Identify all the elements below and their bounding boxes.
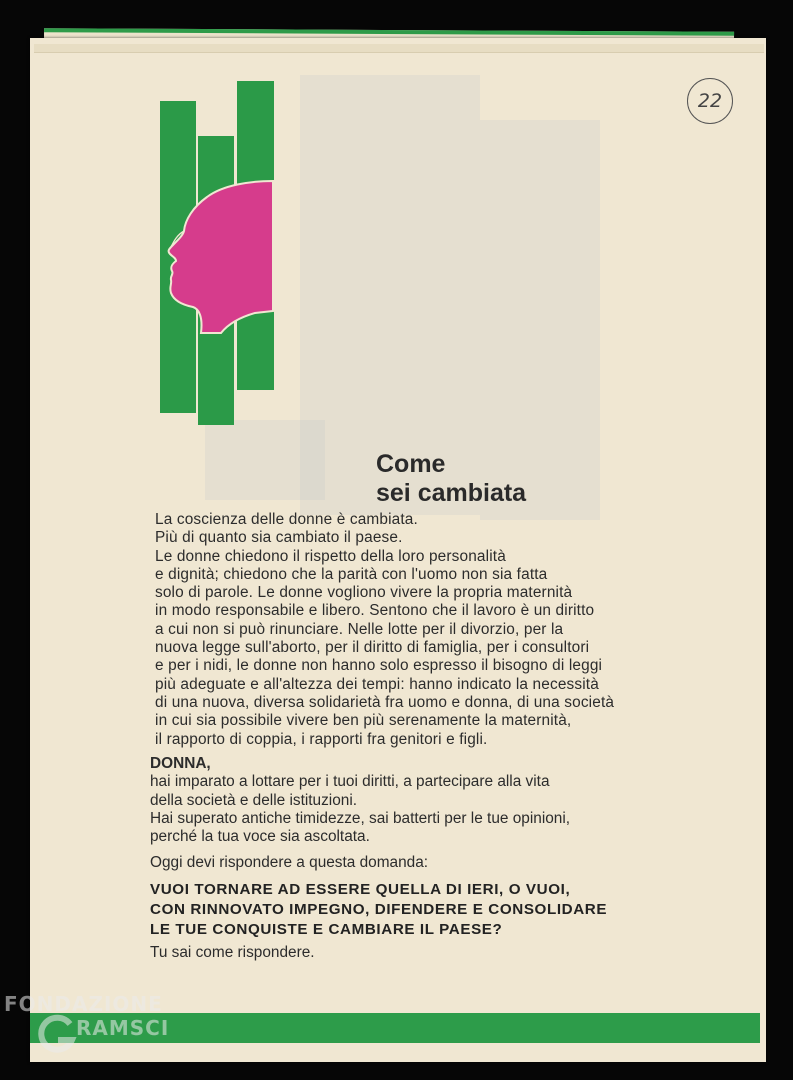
woman-profile-icon <box>155 175 280 345</box>
question-block <box>150 880 607 940</box>
paragraph-line: Più di quanto sia cambiato il paese. <box>155 529 403 547</box>
donna-heading: DONNA, <box>150 755 211 772</box>
paragraph-line: di una nuova, diversa solidarietà fra uomo e donna, di una società <box>155 693 615 711</box>
handwritten-page-number: 22 <box>687 78 733 124</box>
closing-line: Tu sai come rispondere. <box>150 944 315 961</box>
question-line: LE TUE CONQUISTE E CAMBIARE IL PAESE? <box>150 921 503 938</box>
donna-line: perché la tua voce sia ascoltata. <box>150 828 370 846</box>
paragraph-line: Le donne chiedono il rispetto della loro personalità <box>155 547 506 565</box>
paragraph-line: in modo responsabile e libero. Sentono che il lavoro è un diritto <box>155 602 595 620</box>
page-title <box>376 450 526 508</box>
paragraph-line: solo di parole. Le donne vogliono vivere la propria maternità <box>155 584 573 602</box>
paragraph-line: più adeguate e all'altezza dei tempi: hanno indicato la necessità <box>155 675 599 693</box>
paragraph-line: e per i nidi, le donne non hanno solo espresso il bisogno di leggi <box>155 657 603 675</box>
donna-section <box>150 755 735 846</box>
paragraph-line: a cui non si può rinunciare. Nelle lotte per il divorzio, per la <box>155 620 564 638</box>
donna-line: Hai superato antiche timidezze, sai batterti per le tue opinioni, <box>150 809 571 827</box>
paragraph-line: in cui sia possibile vivere ben più serenamente la maternità, <box>155 712 572 730</box>
show-through-shape <box>205 420 325 500</box>
archive-watermark <box>4 992 204 1072</box>
paragraph-line: il rapporto di coppia, i rapporti fra genitori e figli. <box>155 730 488 748</box>
question-line: VUOI TORNARE AD ESSERE QUELLA DI IERI, O VUOI, <box>150 881 571 898</box>
donna-line: della società e delle istituzioni. <box>150 791 358 809</box>
title-line: Come <box>376 450 446 478</box>
title-line: sei cambiata <box>376 479 527 507</box>
watermark-line: RAMSCI <box>76 1016 170 1040</box>
page-fold-edge <box>34 44 764 53</box>
watermark-g-icon <box>36 1014 78 1056</box>
watermark-line: FONDAZIONE <box>4 992 163 1016</box>
paragraph-line: La coscienza delle donne è cambiata. <box>155 511 418 528</box>
main-paragraph <box>155 511 735 749</box>
question-intro: Oggi devi rispondere a questa domanda: <box>150 854 429 871</box>
show-through-shape <box>300 75 480 515</box>
paragraph-line: nuova legge sull'aborto, per il diritto di famiglia, per i consultori <box>155 639 590 657</box>
question-line: CON RINNOVATO IMPEGNO, DIFENDERE E CONSOLIDARE <box>150 901 608 918</box>
paragraph-line: e dignità; chiedono che la parità con l'uomo non sia fatta <box>155 565 548 583</box>
donna-line: hai imparato a lottare per i tuoi diritti, a partecipare alla vita <box>150 773 550 791</box>
